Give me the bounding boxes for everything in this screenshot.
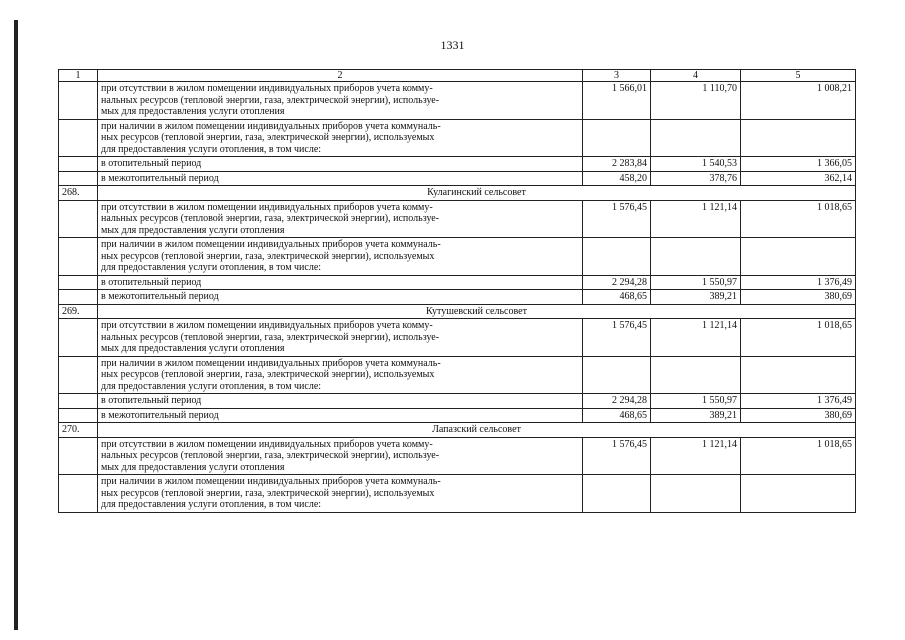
value-cell-5 xyxy=(741,475,856,513)
description-line: при отсутствии в жилом помещении индивидуальных приборов учета комму- xyxy=(101,83,433,94)
binding-line xyxy=(14,20,18,630)
section-row xyxy=(59,186,856,201)
section-title: Кулагинский сельсовет xyxy=(98,186,856,201)
description-cell xyxy=(98,200,583,238)
value-cell-3 xyxy=(583,238,651,276)
row-number-cell xyxy=(59,319,98,357)
table-row xyxy=(59,356,856,394)
value-cell-5: 1 018,65 xyxy=(741,437,856,475)
page-number: 1331 xyxy=(440,38,465,52)
description-line: нальных ресурсов (тепловой энергии, газа, электрической энергии), используе- xyxy=(101,213,440,224)
row-number-cell xyxy=(59,200,98,238)
description-cell xyxy=(98,356,583,394)
value-cell-3: 1 576,45 xyxy=(583,319,651,357)
row-number-cell xyxy=(59,82,98,120)
description-line: мых для предоставления услуги отопления xyxy=(101,224,285,236)
value-cell-4: 1 550,97 xyxy=(651,275,741,290)
value-cell-5: 380,69 xyxy=(741,290,856,305)
table-row xyxy=(59,119,856,157)
value-cell-4: 389,21 xyxy=(651,290,741,305)
table-header-row xyxy=(59,70,856,82)
value-cell-3: 458,20 xyxy=(583,171,651,186)
value-cell-3: 468,65 xyxy=(583,408,651,423)
value-cell-4: 1 121,14 xyxy=(651,319,741,357)
row-number-cell xyxy=(59,157,98,172)
table-row xyxy=(59,275,856,290)
value-cell-5: 1 376,49 xyxy=(741,394,856,409)
description-line: в отопительный период xyxy=(101,158,202,169)
description-line: мых для предоставления услуги отопления xyxy=(101,106,285,117)
value-cell-4 xyxy=(651,475,741,513)
value-cell-3: 2 283,84 xyxy=(583,157,651,172)
table-row xyxy=(59,290,856,305)
description-cell xyxy=(98,475,583,513)
description-line: нальных ресурсов (тепловой энергии, газа, электрической энергии), используе- xyxy=(101,450,440,461)
section-title: Лапазский сельсовет xyxy=(98,423,856,438)
value-cell-5 xyxy=(741,356,856,394)
description-cell xyxy=(98,319,583,357)
value-cell-5: 1 366,05 xyxy=(741,157,856,172)
section-row xyxy=(59,423,856,438)
row-number-cell xyxy=(59,356,98,394)
value-cell-4: 378,76 xyxy=(651,171,741,186)
row-number-cell xyxy=(59,394,98,409)
header-cell-1: 1 xyxy=(59,70,98,82)
description-cell xyxy=(98,408,583,423)
value-cell-3 xyxy=(583,119,651,157)
value-cell-4: 1 540,53 xyxy=(651,157,741,172)
value-cell-3: 1 576,45 xyxy=(583,437,651,475)
description-cell xyxy=(98,157,583,172)
section-number: 269. xyxy=(59,304,98,319)
table-row xyxy=(59,82,856,120)
row-number-cell xyxy=(59,408,98,423)
description-line: при отсутствии в жилом помещении индивидуальных приборов учета комму- xyxy=(101,201,433,213)
value-cell-3: 2 294,28 xyxy=(583,275,651,290)
header-cell-2: 2 xyxy=(98,70,583,82)
value-cell-5: 380,69 xyxy=(741,408,856,423)
description-line: ных ресурсов (тепловой энергии, газа, электрической энергии), используемых xyxy=(101,369,435,380)
row-number-cell xyxy=(59,290,98,305)
value-cell-5 xyxy=(741,238,856,276)
description-line: при отсутствии в жилом помещении индивидуальных приборов учета комму- xyxy=(101,320,433,331)
value-cell-5: 1 018,65 xyxy=(741,200,856,238)
value-cell-5: 362,14 xyxy=(741,171,856,186)
description-line: при наличии в жилом помещении индивидуальных приборов учета коммуналь- xyxy=(101,239,441,250)
table-row xyxy=(59,238,856,276)
table-row xyxy=(59,200,856,238)
value-cell-5: 1 018,65 xyxy=(741,319,856,357)
value-cell-4 xyxy=(651,238,741,276)
description-line: при наличии в жилом помещении индивидуальных приборов учета коммуналь- xyxy=(101,120,441,132)
header-cell-4: 4 xyxy=(651,70,741,82)
description-cell xyxy=(98,437,583,475)
description-line: для предоставления услуги отопления, в том числе: xyxy=(101,262,322,273)
description-line: при наличии в жилом помещении индивидуальных приборов учета коммуналь- xyxy=(101,357,441,369)
value-cell-5 xyxy=(741,119,856,157)
row-number-cell xyxy=(59,238,98,276)
description-line: для предоставления услуги отопления, в том числе: xyxy=(101,143,322,155)
value-cell-4: 1 121,14 xyxy=(651,437,741,475)
description-cell xyxy=(98,394,583,409)
description-line: ных ресурсов (тепловой энергии, газа, электрической энергии), используемых xyxy=(101,132,435,143)
table-row xyxy=(59,475,856,513)
section-number: 270. xyxy=(59,423,98,438)
value-cell-4: 1 121,14 xyxy=(651,200,741,238)
table-row xyxy=(59,171,856,186)
table-row xyxy=(59,319,856,357)
value-cell-4: 1 110,70 xyxy=(651,82,741,120)
value-cell-4 xyxy=(651,119,741,157)
description-line: при наличии в жилом помещении индивидуальных приборов учета коммуналь- xyxy=(101,476,441,487)
value-cell-3 xyxy=(583,356,651,394)
table-row xyxy=(59,437,856,475)
description-line: мых для предоставления услуги отопления xyxy=(101,461,285,473)
header-cell-3: 3 xyxy=(583,70,651,82)
header-cell-5: 5 xyxy=(741,70,856,82)
row-number-cell xyxy=(59,475,98,513)
table-row xyxy=(59,157,856,172)
description-line: нальных ресурсов (тепловой энергии, газа, электрической энергии), используе- xyxy=(101,94,440,106)
table-body xyxy=(59,82,856,513)
row-number-cell xyxy=(59,119,98,157)
section-title: Кутушевский сельсовет xyxy=(98,304,856,319)
description-line: ных ресурсов (тепловой энергии, газа, электрической энергии), используемых xyxy=(101,250,435,262)
table-row xyxy=(59,408,856,423)
description-cell xyxy=(98,275,583,290)
section-row xyxy=(59,304,856,319)
row-number-cell xyxy=(59,171,98,186)
description-line: нальных ресурсов (тепловой энергии, газа, электрической энергии), используе- xyxy=(101,331,440,343)
value-cell-3: 2 294,28 xyxy=(583,394,651,409)
description-line: в межотопительный период xyxy=(101,291,219,302)
description-line: в отопительный период xyxy=(101,395,202,406)
description-cell xyxy=(98,82,583,120)
value-cell-3: 1 576,45 xyxy=(583,200,651,238)
value-cell-4: 389,21 xyxy=(651,408,741,423)
description-line: для предоставления услуги отопления, в том числе: xyxy=(101,499,322,510)
description-cell xyxy=(98,290,583,305)
value-cell-3 xyxy=(583,475,651,513)
description-cell xyxy=(98,171,583,186)
value-cell-3: 1 566,01 xyxy=(583,82,651,120)
value-cell-5: 1 376,49 xyxy=(741,275,856,290)
value-cell-4 xyxy=(651,356,741,394)
tariff-table xyxy=(58,69,856,513)
row-number-cell xyxy=(59,275,98,290)
description-line: в отопительный период xyxy=(101,276,202,288)
value-cell-4: 1 550,97 xyxy=(651,394,741,409)
description-line: для предоставления услуги отопления, в том числе: xyxy=(101,380,322,392)
description-line: мых для предоставления услуги отопления xyxy=(101,343,285,354)
value-cell-5: 1 008,21 xyxy=(741,82,856,120)
section-number: 268. xyxy=(59,186,98,201)
description-line: ных ресурсов (тепловой энергии, газа, электрической энергии), используемых xyxy=(101,487,435,499)
description-line: в межотопительный период xyxy=(101,409,219,421)
row-number-cell xyxy=(59,437,98,475)
description-cell xyxy=(98,238,583,276)
table-row xyxy=(59,394,856,409)
description-line: в межотопительный период xyxy=(101,172,219,184)
description-line: при отсутствии в жилом помещении индивидуальных приборов учета комму- xyxy=(101,438,433,450)
value-cell-3: 468,65 xyxy=(583,290,651,305)
description-cell xyxy=(98,119,583,157)
